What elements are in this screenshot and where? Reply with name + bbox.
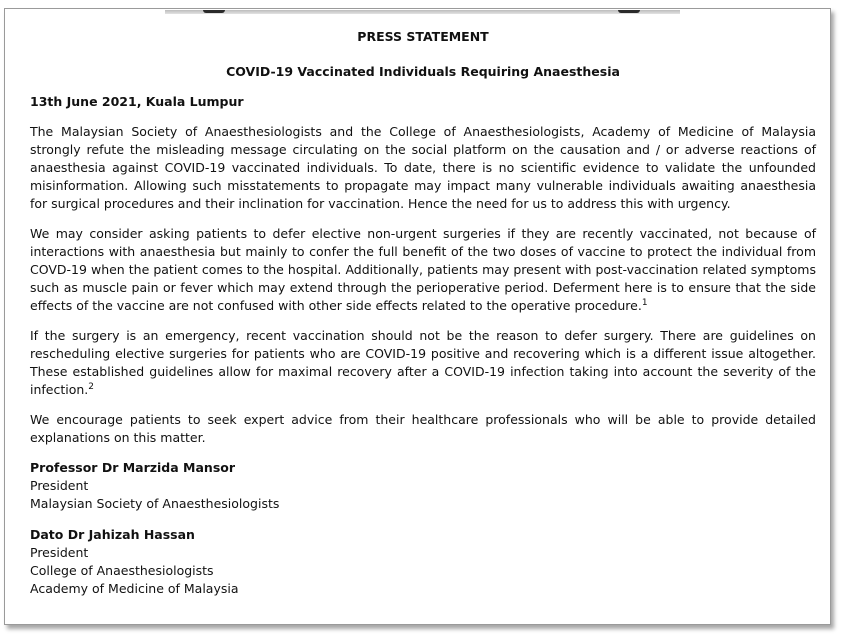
paragraph-2: [30, 225, 816, 315]
footnote-marker: 1: [641, 298, 648, 308]
paragraph-1: [30, 123, 816, 213]
signatory-organisation: College of Anaesthesiologists: [30, 563, 214, 578]
document-title: PRESS STATEMENT: [357, 29, 489, 44]
footnote-marker: 2: [88, 382, 95, 392]
signatory-block-2: [30, 526, 816, 598]
signatory-role: President: [30, 545, 89, 560]
signatory-name: Professor Dr Marzida Mansor: [30, 460, 236, 475]
signatory-role: President: [30, 478, 89, 493]
signatory-organisation-parent: Academy of Medicine of Malaysia: [30, 581, 239, 596]
signatory-block-1: [30, 459, 816, 513]
paragraph-text: We encourage patients to seek expert advice from their healthcare professionals who will be able to provide detailed explanations on this matter.: [30, 412, 816, 445]
signatory-organisation: Malaysian Society of Anaesthesiologists: [30, 496, 280, 511]
top-edge-strip: [165, 10, 680, 14]
paragraph-text: We may consider asking patients to defer elective non-urgent surgeries if they are recently vaccinated, not because of interactions with anaesthesia but mainly to confer the full benefit of the two doses of vaccine to protect the individual from COVD-19 when the patient comes to the hospital. Additionally, patients may present with post-vaccination related symptoms such as muscle pain or fever which may extend through the perioperative period. Deferment here is to ensure that the side effects of the vaccine are not confused with other side effects related to the operative procedure.: [30, 226, 816, 313]
document-subtitle: COVID-19 Vaccinated Individuals Requiring Anaesthesia: [226, 64, 620, 79]
paragraph-text: If the surgery is an emergency, recent vaccination should not be the reason to defer surgery. There are guidelines on rescheduling elective surgeries for patients who are COVID-19 positive and recovering which is a different issue altogether. These established guidelines allow for maximal recovery after a COVID-19 infection taking into account the severity of the infection.: [30, 328, 816, 397]
paragraph-4: [30, 411, 816, 447]
press-statement-document: [30, 26, 816, 598]
signatory-name: Dato Dr Jahizah Hassan: [30, 527, 195, 542]
paragraph-text: The Malaysian Society of Anaesthesiologists and the College of Anaesthesiologists, Academy of Medicine of Malaysia strongly refute the misleading message circulating on the social platform on the causation and / or adverse reactions of anaesthesia against COVID-19 vaccinated individuals. To date, there is no scientific evidence to validate the unfounded misinformation. Allowing such misstatements to propagate may impact many vulnerable individuals awaiting anaesthesia for surgical procedures and their inclination for vaccination. Hence the need for us to address this with urgency.: [30, 124, 816, 211]
dateline: 13th June 2021, Kuala Lumpur: [30, 94, 244, 109]
paragraph-3: [30, 327, 816, 399]
